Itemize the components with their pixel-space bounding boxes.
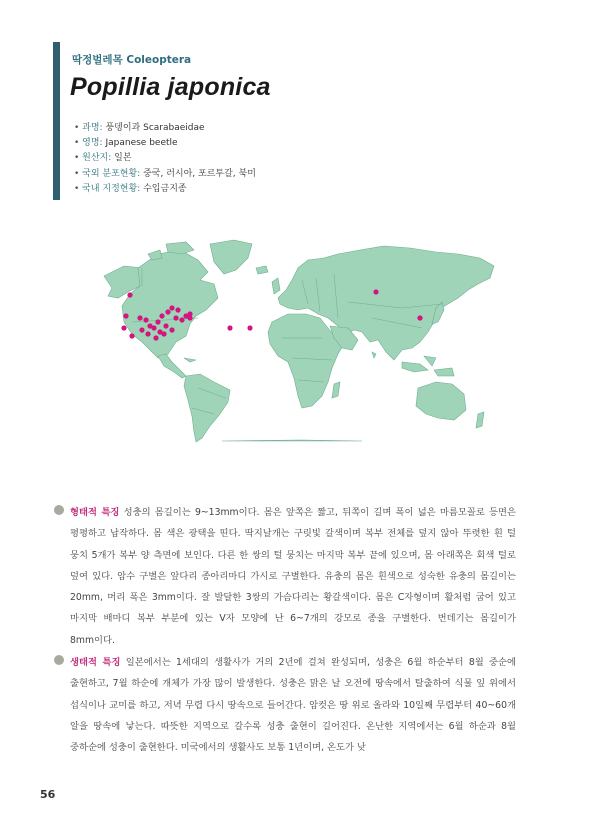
section-bullet-icon	[54, 655, 64, 665]
info-english-name: • 영명: Japanese beetle	[74, 136, 256, 151]
occurrence-marker	[175, 307, 180, 312]
occurrence-marker	[227, 325, 232, 330]
occurrence-marker	[169, 327, 174, 332]
occurrence-marker	[145, 331, 150, 336]
occurrence-marker	[137, 315, 142, 320]
occurrence-marker	[159, 313, 164, 318]
occurrence-marker	[123, 313, 128, 318]
occurrence-marker	[173, 315, 178, 320]
info-list	[74, 121, 256, 197]
occurrence-marker	[153, 335, 158, 340]
section-ecology	[54, 652, 516, 758]
occurrence-marker	[179, 317, 184, 322]
info-origin: • 원산지: 일본	[74, 151, 256, 166]
occurrence-marker	[151, 325, 156, 330]
world-landmass	[104, 240, 494, 442]
morphology-paragraph	[70, 502, 516, 651]
ecology-paragraph	[70, 652, 516, 758]
section-morphology	[54, 502, 516, 651]
info-foreign-distribution: • 국외 분포현황: 중국, 러시아, 포르투갈, 북미	[74, 167, 256, 182]
ecology-text: 일본에서는 1세대의 생활사가 거의 2년에 걸쳐 완성되며, 성충은 6월 하순부터 8월 중순에 출현하고, 7월 하순에 개체가 가장 많이 발생한다. 성충은 맑은 날 오전에 땅속에서 탈출하여 식물 잎 위에서 섭식이나 교미를 하고, 저녁 무렵 다시 땅속으로 들어간다. 암컷은 땅 위로 올라와 10일째 무렵부터 40~60개 알을 땅속에 낳는다. 따뜻한 지역으로 갈수록 성충 출현이 길어진다. 온난한 지역에서는 6월 하순과 8월 중하순에 성충이 출현한다. 미국에서의 생활사도 보통 1년이며, 온도가 낮	[70, 657, 516, 754]
category-label: 딱정벌레목 Coleoptera	[72, 54, 192, 66]
world-map-svg	[102, 238, 498, 443]
occurrence-marker	[127, 292, 132, 297]
occurrence-marker	[373, 289, 378, 294]
ecology-heading: 생태적 특징	[70, 657, 121, 668]
occurrence-marker	[169, 305, 174, 310]
occurrence-marker	[139, 327, 144, 332]
occurrence-marker	[165, 309, 170, 314]
occurrence-marker	[129, 333, 134, 338]
section-bullet-icon	[54, 505, 64, 515]
occurrence-marker	[161, 331, 166, 336]
occurrence-marker	[143, 317, 148, 322]
distribution-map	[102, 238, 498, 443]
occurrence-marker	[247, 325, 252, 330]
info-domestic-status: • 국내 지정현황: 수입금지종	[74, 182, 256, 197]
morphology-heading: 형태적 특징	[70, 507, 120, 518]
occurrence-marker	[163, 323, 168, 328]
info-family: • 과명: 풍뎅이과 Scarabaeidae	[74, 121, 256, 136]
header-accent-bar	[53, 42, 60, 200]
occurrence-marker	[155, 319, 160, 324]
morphology-text: 성충의 몸길이는 9~13mm이다. 몸은 앞쪽은 짧고, 뒤쪽이 길며 폭이 넓은 마름모꼴로 등면은 평평하고 납작하다. 몸 색은 광택을 띤다. 딱지날개는 구릿빛 갈색이며 복부 전체를 덮지 않아 뚜렷한 흰 털 뭉치 5개가 복부 양 측면에 보인다. 다른 한 쌍의 털 뭉치는 마지막 복부 끝에 있으며, 몸 아래쪽은 회색 털로 덮여 있다. 암수 구별은 앞다리 종아리마디 가시로 구별한다. 유충의 몸은 흰색으로 성숙한 유충의 몸길이는 20mm, 머리 폭은 3mm이다. 잘 발달한 3쌍의 가슴다리는 황갈색이다. 몸은 C자형이며 활처럼 굽어 있고 마지막 배마디 복부 부분에 있는 V자 모양에 난 6~7개의 강모로 종을 구별한다. 번데기는 몸길이가 8mm이다.	[70, 507, 516, 646]
occurrence-marker	[417, 315, 422, 320]
occurrence-marker	[187, 311, 192, 316]
occurrence-marker	[121, 325, 126, 330]
page-number: 56	[40, 788, 56, 801]
species-title: Popillia japonica	[70, 73, 271, 101]
